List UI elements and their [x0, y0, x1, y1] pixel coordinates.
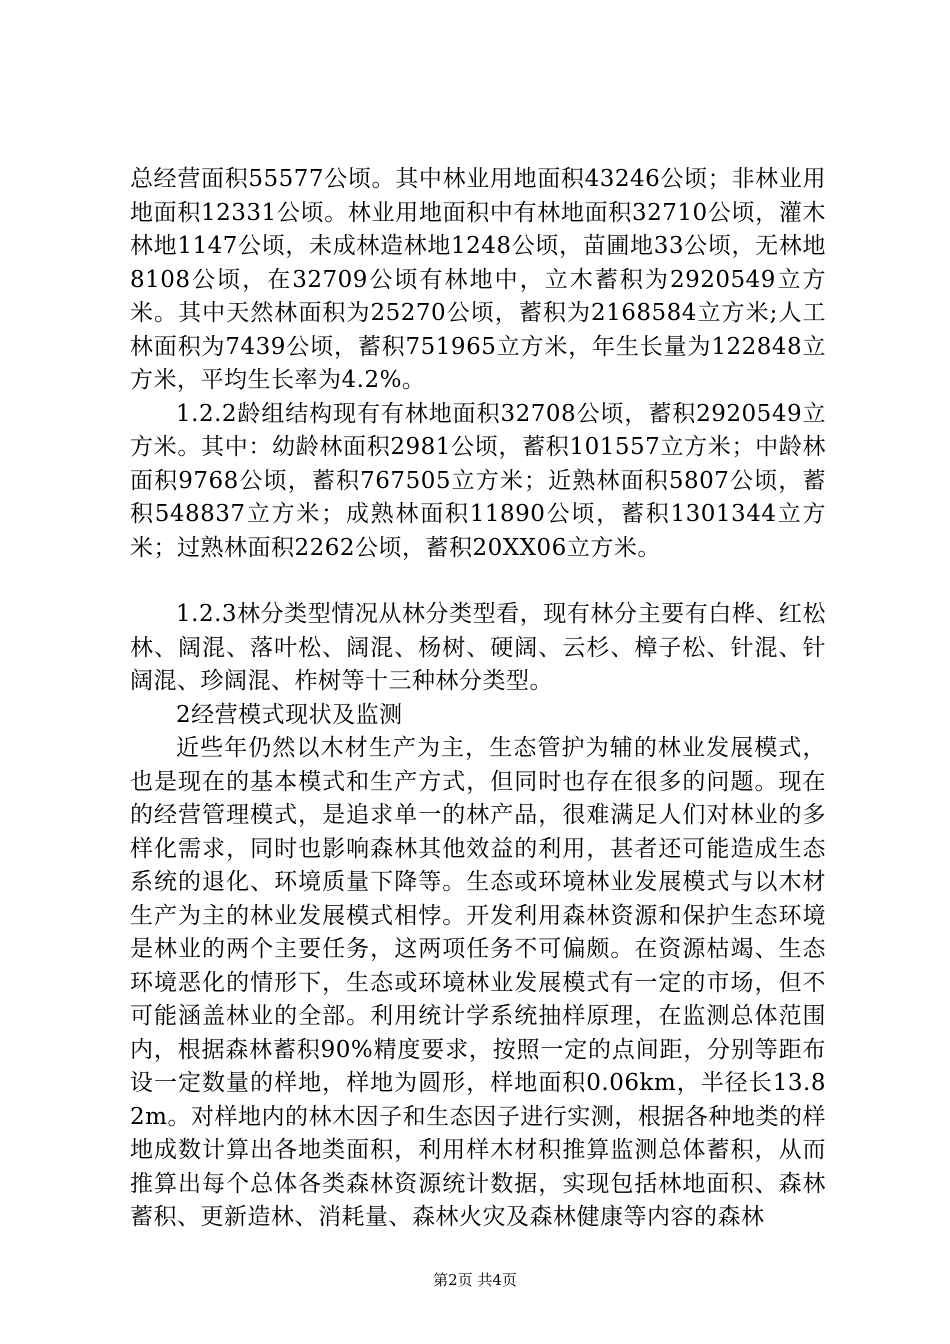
- document-body: [130, 163, 826, 1235]
- paragraph-stand-types: 1.2.3林分类型情况从林分类型看，现有林分主要有白桦、红松林、阔混、落叶松、阔混、杨树、硬阔、云杉、樟子松、针混、针阔混、珍阔混、柞树等十三种林分类型。: [130, 601, 826, 694]
- paragraph-spacer: [130, 565, 826, 598]
- page-number-footer: 第2页 共4页: [433, 1271, 517, 1289]
- section-heading-management-mode: 2经营模式现状及监测: [176, 701, 403, 728]
- paragraph-management-mode: 近些年仍然以木材生产为主，生态管护为辅的林业发展模式，也是现在的基本模式和生产方式，但同时也存在很多的问题。现在的经营管理模式，是追求单一的林产品，很难满足人们对林业的多样化需求，同时也影响森林其他效益的利用，甚者还可能造成生态系统的退化、环境质量下降等。生态或环境林业发展模式与以木材生产为主的林业发展模式相悖。开发利用森林资源和保护生态环境是林业的两个主要任务，这两项任务不可偏颇。在资源枯竭、生态环境恶化的情形下，生态或环境林业发展模式有一定的市场，但不可能涵盖林业的全部。利用统计学系统抽样原理，在监测总体范围内，根据森林蓄积90%精度要求，按照一定的点间距，分别等距布设一定数量的样地，样地为圆形，样地面积0.06km，半径长13.82m。对样地内的林木因子和生态因子进行实测，根据各种地类的样地成数计算出各地类面积，利用样木材积推算监测总体蓄积，从而推算出每个总体各类森林资源统计数据，实现包括林地面积、森林蓄积、更新造林、消耗量、森林火灾及森林健康等内容的森林: [130, 735, 826, 1230]
- paragraph-area-statistics: 总经营面积55577公顷。其中林业用地面积43246公顷；非林业用地面积12331公顷。林业用地面积中有林地面积32710公顷，灌木林地1147公顷，未成林造林地1248公顷，苗圃地33公顷，无林地8108公顷，在32709公顷有林地中，立木蓄积为2920549立方米。其中天然林面积为25270公顷，蓄积为2168584立方米;人工林面积为7439公顷，蓄积751965立方米，年生长量为122848立方米，平均生长率为4.2%。: [130, 166, 826, 393]
- paragraph-age-structure: 1.2.2龄组结构现有有林地面积32708公顷，蓄积2920549立方米。其中：幼龄林面积2981公顷，蓄积101557立方米；中龄林面积9768公顷，蓄积767505立方米；近熟林面积5807公顷，蓄积548837立方米；成熟林面积11890公顷，蓄积1301344立方米；过熟林面积2262公顷，蓄积20XX06立方米。: [130, 400, 826, 561]
